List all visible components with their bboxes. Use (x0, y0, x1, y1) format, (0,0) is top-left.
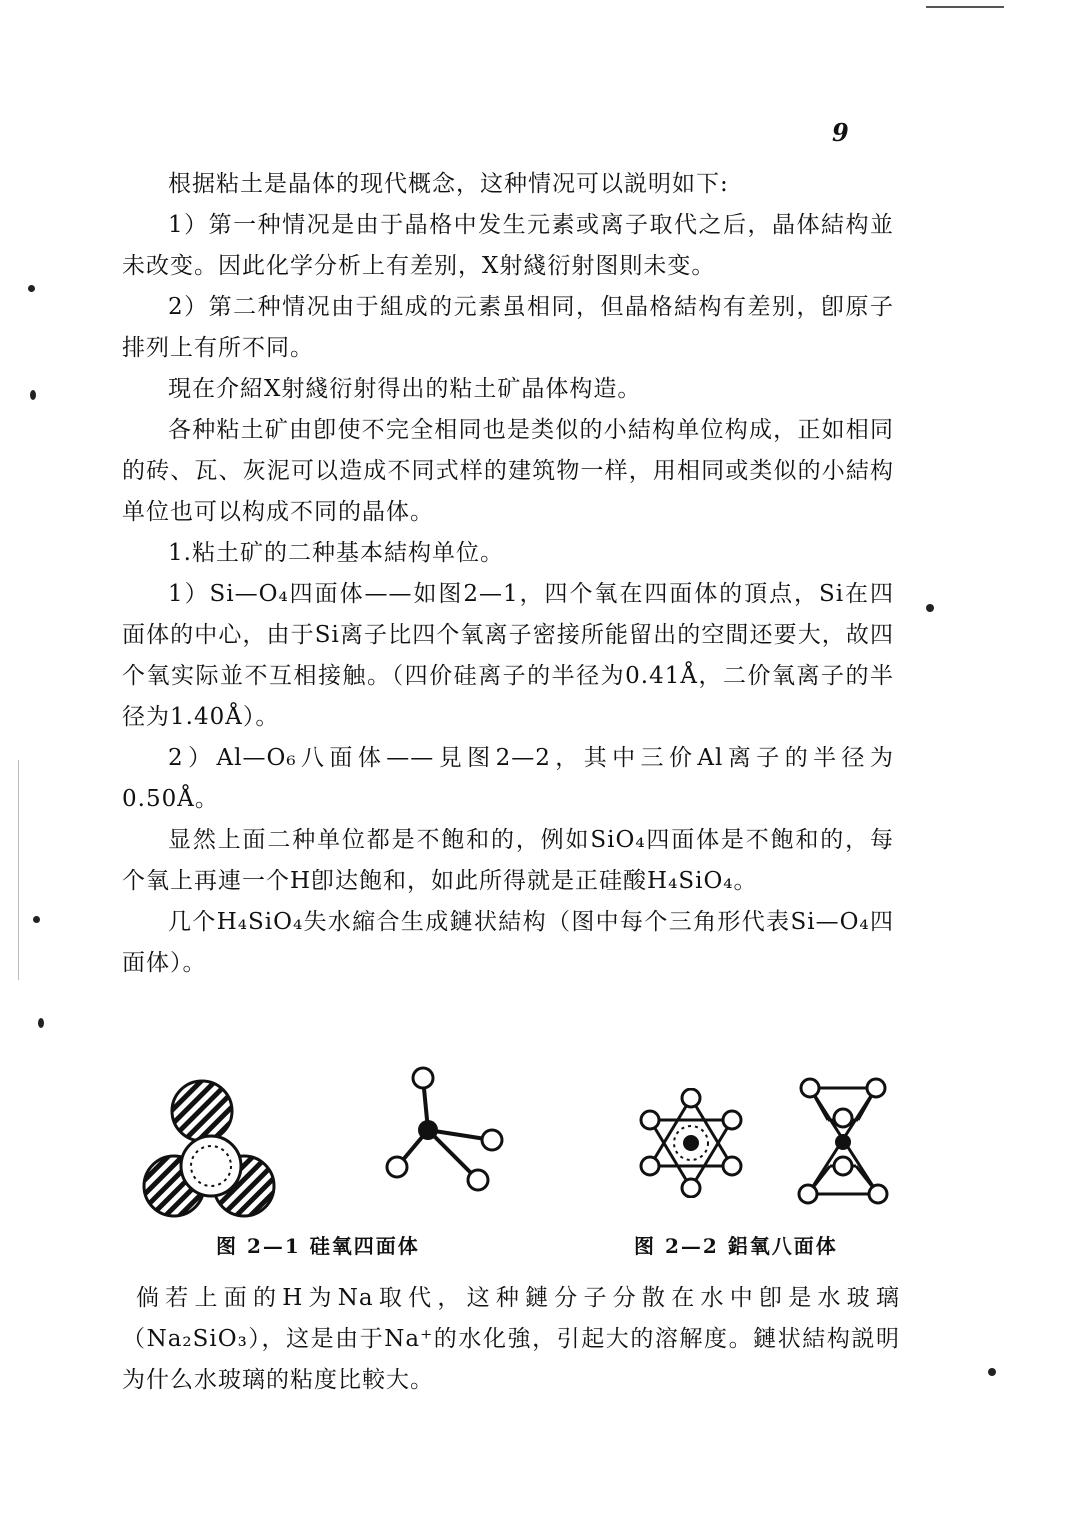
paragraph: 現在介紹X射綫衍射得出的粘土矿晶体构造。 (168, 376, 642, 402)
section-heading: 1.粘土矿的二种基本結构单位。 (168, 540, 504, 566)
paragraph: 1）第一种情况是由于晶格中发生元素或离子取代之后，晶体結构並未改变。因此化学分析上有差别，X射綫衍射图則未变。 (122, 212, 894, 279)
scan-speck (33, 916, 40, 923)
paragraph: 2）第二种情况由于組成的元素虽相同，但晶格結构有差别，卽原子排列上有所不同。 (122, 294, 894, 361)
fig-2-2-octahedron-top-view (636, 1088, 746, 1198)
fig-2-1-sphere-model (134, 1074, 284, 1224)
fig-2-2-caption: 图 2—2 鋁氧八面体 (634, 1234, 838, 1258)
scan-speck (38, 1018, 44, 1028)
scan-speck (988, 1368, 996, 1376)
paragraph: 根据粘土是晶体的现代概念，这种情况可以説明如下: (168, 171, 729, 197)
page-number: 9 (832, 118, 849, 147)
paragraph: 几个H₄SiO₄失水縮合生成鏈状結构（图中每个三角形代表Si—O₄四面体）。 (122, 909, 894, 976)
scan-speck (28, 285, 35, 292)
paragraph: 1）Si—O₄四面体——如图2—1，四个氧在四面体的頂点，Si在四面体的中心，由于Si离子比四个氧离子密接所能留出的空間还要大，故四个氧实际並不互相接触。（四价硅离子的半径为0.41Å，二价氧离子的半径为1.40Å）。 (122, 581, 894, 730)
scan-speck (926, 604, 934, 612)
fig-2-2-octahedron-side-view (794, 1066, 894, 1216)
scan-line (18, 760, 19, 980)
closing-text (122, 1278, 900, 1401)
paragraph: 倘若上面的H为Na取代，这种鏈分子分散在水中卽是水玻璃（Na₂SiO₃），这是由于Na⁺的水化強，引起大的溶解度。鏈状結构説明为什么水玻璃的粘度比較大。 (122, 1285, 900, 1393)
paragraph: 显然上面二种单位都是不飽和的，例如SiO₄四面体是不飽和的，每个氧上再連一个H卽达飽和，如此所得就是正硅酸H₄SiO₄。 (122, 827, 894, 894)
body-text (122, 164, 894, 984)
paragraph: 各种粘土矿由卽使不完全相同也是类似的小結构单位构成，正如相同的砖、瓦、灰泥可以造成不同式样的建筑物一样，用相同或类似的小結构单位也可以构成不同的晶体。 (122, 417, 894, 525)
fig-2-1-caption: 图 2—1 硅氧四面体 (216, 1234, 420, 1258)
paragraph: 2）Al—O₆八面体——見图2—2，其中三价Al离子的半径为0.50Å。 (122, 745, 894, 812)
scan-speck (30, 390, 36, 400)
fig-2-1-ball-stick-model (380, 1062, 510, 1202)
scan-line (926, 6, 1004, 8)
